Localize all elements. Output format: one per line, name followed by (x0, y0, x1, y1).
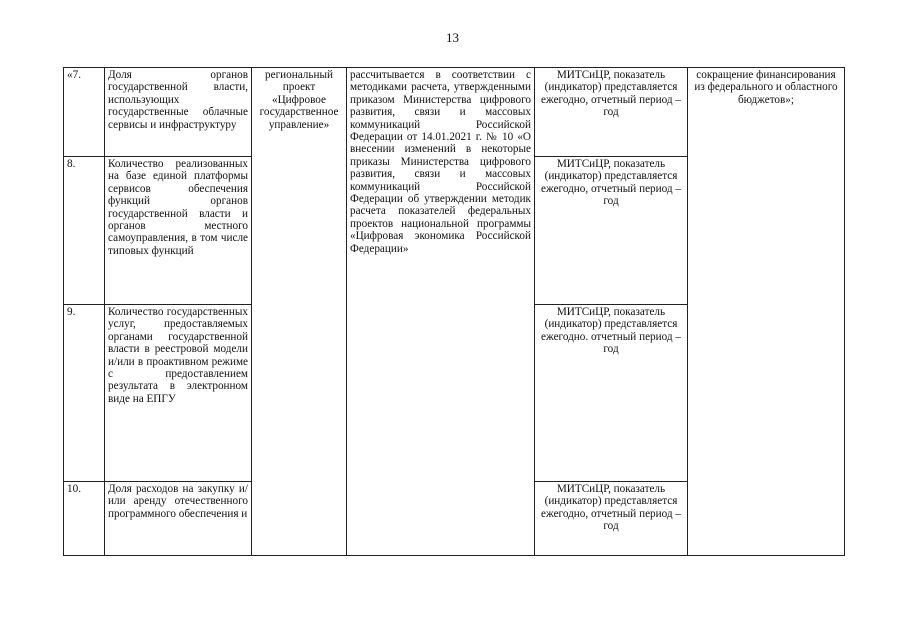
method-cell: рассчитывается в соответствии с методиками расчета, утвержденными приказом Министерства цифрового развития, связи и массовых коммуникаций Российской Федерации от 14.01.2021 г. № 10 «О внесении изменений в некоторые приказы Министерства цифрового развития, связи и массовых коммуникаций Российской Федерации об утверждении методик расчета показателей федеральных проектов национальной программы «Цифровая экономика Российской Федерации» (347, 68, 535, 556)
row-number: 9. (64, 305, 105, 482)
page-number: 13 (446, 30, 459, 45)
row-number: 8. (64, 157, 105, 305)
row-number: 10. (64, 482, 105, 556)
data-source: МИТСиЦР, показатель (индикатор) представляется ежегодно, отчетный период – год (535, 482, 688, 556)
indicator-name: Количество государственных услуг, предоставляемых органами государственной власти в реестровой модели и/или в проактивном режиме с предоставлением результата в электронном виде на ЕПГУ (105, 305, 252, 482)
data-source: МИТСиЦР, показатель (индикатор) представляется ежегодно. отчетный период – год (535, 305, 688, 482)
table-row (64, 68, 845, 157)
row-number: «7. (64, 68, 105, 157)
indicators-table (63, 67, 845, 556)
data-source: МИТСиЦР, показатель (индикатор) представляется ежегодно, отчетный период – год (535, 68, 688, 157)
data-source: МИТСиЦР, показатель (индикатор) представляется ежегодно, отчетный период – год (535, 157, 688, 305)
indicator-name: Доля органов государственной власти, использующих государственные облачные сервисы и инфраструктуру (105, 68, 252, 157)
indicator-name: Доля расходов на закупку и/или аренду отечественного программного обеспечения и (105, 482, 252, 556)
indicator-name: Количество реализованных на базе единой платформы сервисов обеспечения функций органов государственной власти и органов местного самоуправления, в том числе типовых функций (105, 157, 252, 305)
project-cell: региональный проект «Цифровое государственное управление» (252, 68, 347, 556)
funding-cell: сокращение финансирования из федерального и областного бюджетов»; (688, 68, 845, 556)
